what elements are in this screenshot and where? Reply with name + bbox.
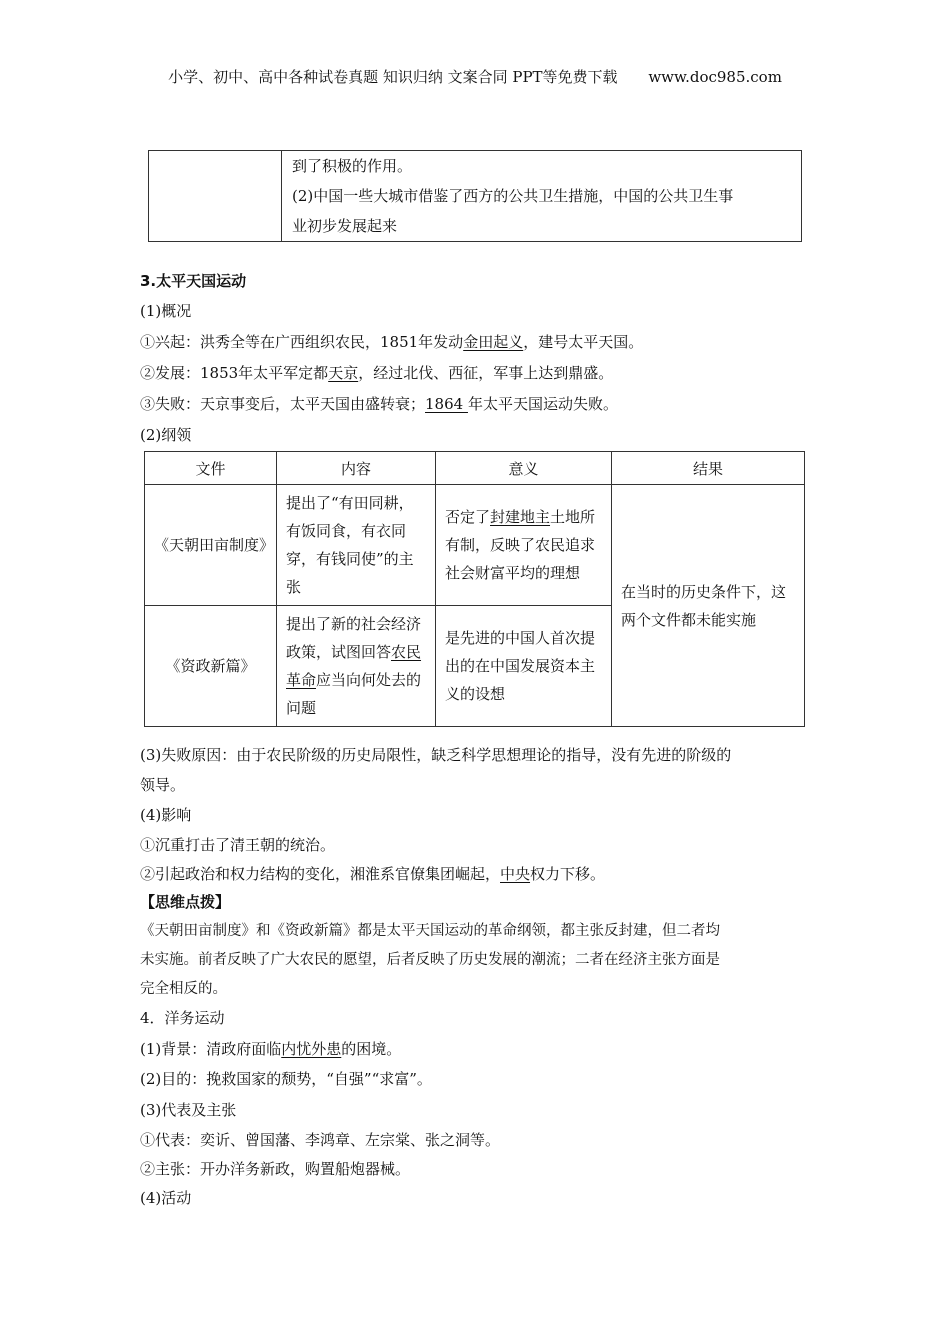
continued-line-3: 业初步发展起来 <box>292 217 398 235</box>
fail-line <box>140 393 618 414</box>
tip-line-2: 未实施。前者反映了广大农民的愿望，后者反映了历史发展的潮流；二者在经济主张方面是 <box>140 952 720 968</box>
program-table <box>144 451 805 727</box>
rise-underlined: 金田起义 <box>463 333 524 351</box>
impact-2-underlined: 中央 <box>500 865 531 883</box>
content-zizheng <box>277 606 436 727</box>
dev-text: ②发展：1853年太平军定都 <box>140 364 329 382</box>
fail-text-end: 年太平天国运动失败。 <box>467 395 618 413</box>
content-underlined: 农民革命 <box>286 643 422 689</box>
dev-underlined: 天京 <box>328 364 359 382</box>
dev-text-end: ，经过北伐、西征，军事上达到鼎盛。 <box>358 364 614 382</box>
claim-line: ②主张：开办洋务新政，购置船炮器械。 <box>140 1160 411 1178</box>
header-doc: 文件 <box>145 452 277 485</box>
header-text: 小学、初中、高中各种试卷真题 知识归纳 文案合同 PPT等免费下载 <box>168 68 618 86</box>
impact-heading: (4)影响 <box>140 806 192 824</box>
tip-title: 【思维点拨】 <box>140 893 231 911</box>
header-meaning: 意义 <box>436 452 612 485</box>
meaning-text: 否定了 <box>445 508 491 526</box>
goal-line: (2)目的：挽救国家的颓势，“自强”“求富”。 <box>140 1070 432 1088</box>
reason-line-2: 领导。 <box>140 776 186 794</box>
fail-text: ③失败：天京事变后，太平天国由盛转衰； <box>140 395 426 413</box>
tip-line-1: 《天朝田亩制度》和《资政新篇》都是太平天国运动的革命纲领，都主张反封建，但二者均 <box>140 923 720 939</box>
header-content: 内容 <box>277 452 436 485</box>
impact-1: ①沉重打击了清王朝的统治。 <box>140 836 336 854</box>
rise-text-end: ，建号太平天国。 <box>523 333 644 351</box>
activity-heading: (4)活动 <box>140 1189 192 1207</box>
continued-cell <box>282 151 802 242</box>
content-text-end: 应当向何处去的问题 <box>286 671 422 717</box>
meaning-underlined: 封建地主 <box>490 508 551 526</box>
background-underlined: 内忧外患 <box>281 1040 342 1058</box>
program-heading: (2)纲领 <box>140 426 192 444</box>
rise-line <box>140 331 643 352</box>
continued-line-2: (2)中国一些大城市借鉴了西方的公共卫生措施，中国的公共卫生事 <box>292 187 734 205</box>
meaning-tianchao <box>436 485 612 606</box>
header-url[interactable]: www.doc985.com <box>648 68 782 86</box>
meaning-zizheng: 是先进的中国人首次提出的在中国发展资本主义的设想 <box>436 606 612 727</box>
impact-2 <box>140 863 605 884</box>
doc-tianchao: 《天朝田亩制度》 <box>145 485 277 606</box>
content-tianchao: 提出了“有田同耕，有饭同食，有衣同穿，有钱同使”的主张 <box>277 485 436 606</box>
page-header <box>0 66 950 87</box>
continued-table <box>148 150 802 242</box>
section-3-title: 3.太平天国运动 <box>140 272 247 290</box>
program-table-header <box>145 452 805 485</box>
impact-2-text-end: 权力下移。 <box>530 865 606 883</box>
rep-line: ①代表：奕䜣、曾国藩、李鸿章、左宗棠、张之洞等。 <box>140 1131 501 1149</box>
doc-zizheng: 《资政新篇》 <box>145 606 277 727</box>
impact-2-text: ②引起政治和权力结构的变化，湘淮系官僚集团崛起， <box>140 865 501 883</box>
empty-cell <box>149 151 282 242</box>
result-cell: 在当时的历史条件下，这两个文件都未能实施 <box>612 485 805 727</box>
dev-line <box>140 362 613 383</box>
continued-line-1: 到了积极的作用。 <box>292 157 413 175</box>
header-result: 结果 <box>612 452 805 485</box>
overview-heading: (1)概况 <box>140 302 192 320</box>
rep-heading: (3)代表及主张 <box>140 1101 237 1119</box>
content-text: 提出了新的社会经济政策，试图回答 <box>286 615 422 661</box>
table-row <box>145 485 805 606</box>
background-line <box>140 1038 401 1059</box>
reason-line-1: (3)失败原因：由于农民阶级的历史局限性，缺乏科学思想理论的指导，没有先进的阶级的 <box>140 746 732 764</box>
meaning-text-end: 土地所有制，反映了农民追求社会财富平均的理想 <box>445 508 596 582</box>
rise-text: ①兴起：洪秀全等在广西组织农民，1851年发动 <box>140 333 464 351</box>
section-4-title: 4．洋务运动 <box>140 1009 225 1027</box>
fail-underlined: 1864 <box>425 395 468 413</box>
background-text-end: 的困境。 <box>341 1040 402 1058</box>
tip-line-3: 完全相反的。 <box>140 981 227 997</box>
background-text: (1)背景：清政府面临 <box>140 1040 282 1058</box>
